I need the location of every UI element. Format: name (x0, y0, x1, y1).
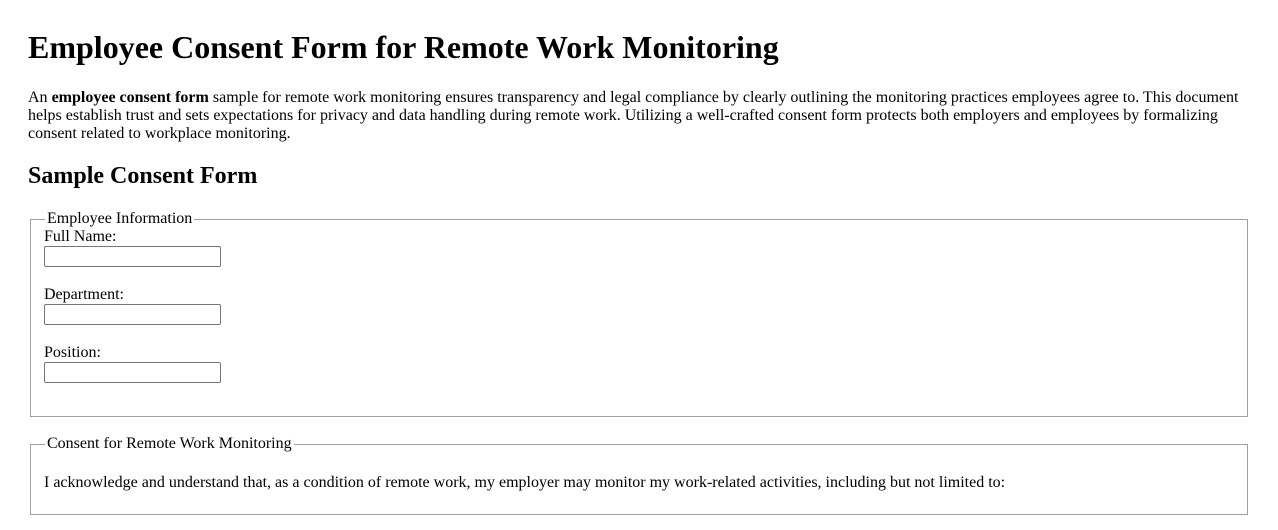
position-input[interactable] (44, 362, 221, 383)
department-field (44, 286, 1234, 325)
intro-paragraph (28, 89, 1250, 143)
full-name-field (44, 228, 1234, 267)
full-name-label: Full Name: (44, 228, 117, 245)
intro-prefix: An (28, 89, 52, 106)
consent-fieldset (30, 435, 1248, 515)
department-input[interactable] (44, 304, 221, 325)
employee-information-legend: Employee Information (47, 210, 193, 227)
position-label: Position: (44, 344, 101, 361)
intro-suffix: sample for remote work monitoring ensures transparency and legal compliance by clearly outlining the monitoring practices employees agree to. This document helps establish trust and sets expectations for privacy and data handling during remote work. Utilizing a well-crafted consent form protects both employers and employees by formalizing consent related to workplace monitoring. (28, 89, 1239, 142)
consent-legend: Consent for Remote Work Monitoring (47, 435, 292, 452)
intro-bold-term: employee consent form (51, 89, 209, 106)
department-label: Department: (44, 286, 124, 303)
consent-statement: I acknowledge and understand that, as a condition of remote work, my employer may monitor my work-related activities, including but not limited to: (44, 474, 1006, 491)
page-title: Employee Consent Form for Remote Work Monitoring (28, 29, 779, 65)
position-field (44, 344, 1234, 383)
section-heading: Sample Consent Form (28, 163, 258, 189)
full-name-input[interactable] (44, 246, 221, 267)
employee-information-fieldset (30, 210, 1248, 417)
